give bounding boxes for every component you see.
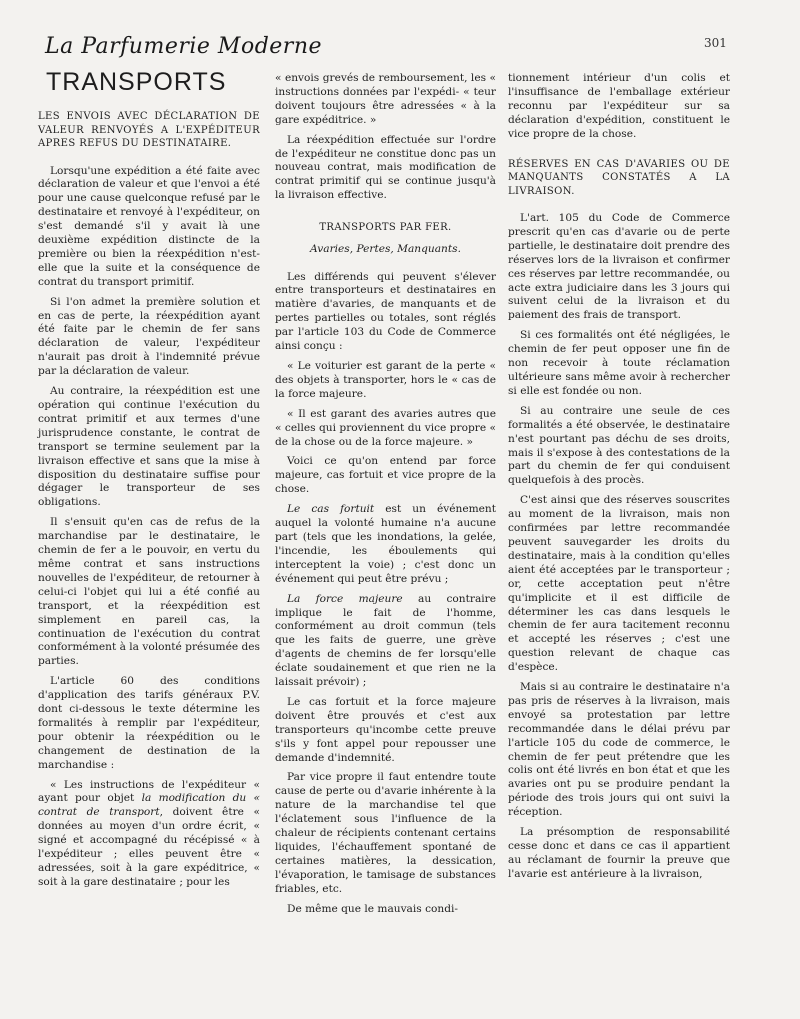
term-emphasis: Le cas fortuit xyxy=(287,503,375,516)
column-1 xyxy=(38,68,260,896)
paragraph: La réexpédition effectuée sur l'ordre de l'expéditeur ne constitue donc pas un nouveau contrat, mais modification de contrat primitif qui se continue jusqu'à la livraison effective. xyxy=(275,133,496,202)
section-subheading: Avaries, Pertes, Manquants. xyxy=(310,242,461,255)
quote-text: , doivent être « données au moyen d'un ordre écrit, « signé et accompagné du récépissé « à l'expéditeur ; elles peuvent être « adressées, soit à la gare expéditrice, « soit à la gare destinataire ; pour les xyxy=(38,806,260,888)
paragraph: Lorsqu'une expédition a été faite avec déclaration de valeur et que l'envoi a été pour une cause quelconque refusé par le destinataire et renvoyé à l'expéditeur, on s'est demandé s'il y avait là une deuxième expédition distincte de la première ou bien la réexpédition n'est-elle que la suite et la conséquence de contrat du transport primitif. xyxy=(38,164,260,288)
paragraph: Au contraire, la réexpédition est une opération qui continue l'exécution du contrat primitif et aux termes d'une jurisprudence constante, le contrat de transport se termine seulement par la livraison effective et sans que la mise à disposition du destinataire suffise pour dégager le transporteur de ses obligations. xyxy=(38,385,260,509)
paragraph: Le cas fortuit et la force majeure doivent être prouvés et c'est aux transporteurs qu'incombe cette preuve s'ils y font appel pour repousser une demande d'indemnité. xyxy=(275,695,496,764)
masthead-title: La Parfumerie Moderne xyxy=(45,34,323,59)
paragraph: Si l'on admet la première solution et en cas de perte, la réexpédition ayant été faite par le chemin de fer sans déclaration de valeur, l'expéditeur n'aurait pas droit à l'indemnité prévue par la déclaration de valeur. xyxy=(38,295,260,378)
quoted-article-60 xyxy=(38,779,260,890)
paragraph-force-majeure xyxy=(275,593,496,690)
paragraph: L'art. 105 du Code de Commerce prescrit qu'en cas d'avarie ou de perte partielle, le destinataire doit prendre des réserves lors de la livraison et confirmer ces réserves par lettre recommandée, ou acte extra judiciaire dans les 3 jours qui suivent celui de la livraison et du paiement des frais de transport. xyxy=(508,212,730,322)
quote-emphasis: la modification du « contrat de transport xyxy=(38,792,260,819)
article-title: TRANSPORTS xyxy=(46,68,227,96)
paragraph: De même que le mauvais condi- xyxy=(287,902,458,915)
column-3 xyxy=(508,72,730,888)
section-heading-transports-par-fer: TRANSPORTS PAR FER. xyxy=(319,222,452,234)
paragraph: Mais si au contraire le destinataire n'a pas pris de réserves à la livraison, mais envoyé sa protestation par lettre recommandée dans le délai prévu par l'article 105 du code de commerce, le chemin de fer peut prétendre que les colis ont été livrés en bon état et que les avaries ont pu se produire pendant la période des trois jours qui ont suivi la réception. xyxy=(508,681,730,819)
paragraph-text: au contraire implique le fait de l'homme, conformément au droit commun (tels que les faits de guerre, une grève d'agents de chemins de fer lorsqu'elle éclate soudainement et que rien ne la laissait prévoir) ; xyxy=(275,592,496,689)
paragraph-cas-fortuit xyxy=(275,503,496,586)
paragraph: C'est ainsi que des réserves souscrites au moment de la livraison, mais non confirmées par lettre recommandée peuvent sauvegarder les droits du destinataire, mais à la condition qu'elles aient été acceptées par le transporteur ; or, cette acceptation peut n'être qu'implicite et il est difficile de déterminer les cas dans lesquels le chemin de fer aura tacitement reconnu et accepté les réserves ; c'est une question relevant de chaque cas d'espèce. xyxy=(508,494,730,674)
paragraph: Voici ce qu'on entend par force majeure, cas fortuit et vice propre de la chose. xyxy=(275,455,496,496)
section-heading-reserves: RÉSERVES EN CAS D'AVARIES OU DE MANQUANTS CONSTATÉS A LA LIVRAISON. xyxy=(508,158,730,197)
quote-article-103a: « Le voiturier est garant de la perte « des objets à transporter, hors le « cas de la force majeure. xyxy=(275,360,496,400)
paragraph: Si ces formalités ont été négligées, le chemin de fer peut opposer une fin de non recevoir à toute réclamation ultérieure sans même avoir à rechercher si elle est fondée ou non. xyxy=(508,329,730,397)
section-heading-envois: LES ENVOIS AVEC DÉCLARATION DE VALEUR RENVOYÉS A L'EXPÉDITEUR APRES REFUS DU DESTINATAIRE. xyxy=(38,111,260,149)
paragraph: Si au contraire une seule de ces formalités a été observée, le destinataire n'est pourtant pas déchu de ses droits, mais il s'expose à des contestations de la part du chemin de fer qui conduisent quelquefois à des procès. xyxy=(508,404,730,487)
quote-article-103b: « Il est garant des avaries autres que « celles qui proviennent du vice propre « de la chose ou de la force majeure. » xyxy=(275,407,496,448)
paragraph: Par vice propre il faut entendre toute cause de perte ou d'avarie inhérente à la nature de la marchandise tel que l'éclatement sous l'influence de la chaleur de récipients contenant certains liquides, l'échauffement spontané de certaines matières, la dessication, l'évaporation, le tamisage de substances friables, etc. xyxy=(275,771,496,895)
paragraph: tionnement intérieur d'un colis et l'insuffisance de l'emballage extérieur reconnu par l'expéditeur sur sa déclaration d'expédition, constituent le vice propre de la chose. xyxy=(508,72,730,140)
column-2 xyxy=(275,72,496,923)
paragraph: L'article 60 des conditions d'application des tarifs généraux P.V. dont ci-dessous le texte détermine les formalités à remplir par l'expéditeur, pour obtenir la réexpédition ou le changement de destination de la marchandise : xyxy=(38,675,260,771)
page-number: 301 xyxy=(704,36,727,50)
paragraph: Les différends qui peuvent s'élever entre transporteurs et destinataires en matière d'avaries, de manquants et de pertes partielles ou totales, sont réglés par l'article 103 du Code de Commerce ainsi conçu : xyxy=(275,270,496,353)
paragraph: Il s'ensuit qu'en cas de refus de la marchandise par le destinataire, le chemin de fer a le pouvoir, en vertu du même contrat et sans instructions nouvelles de l'expéditeur, de retourner à celui-ci l'objet qui lui a été confié au transport, et la réexpédition est simplement en pareil cas, la continuation de l'exécution du contrat conformément à la volonté présumée des parties. xyxy=(38,516,260,668)
paragraph-text: est un événement auquel la volonté humaine n'a aucune part (tels que les inondations, la gelée, l'incendie, les éboulements qui interceptent la voie) ; c'est donc un événement qui peut être prévu ; xyxy=(275,503,496,585)
quote-text: « Les instructions de l'expéditeur « ayant pour objet xyxy=(38,778,260,805)
term-emphasis: La force majeure xyxy=(287,592,403,605)
quote-continuation: « envois grevés de remboursement, les « instructions données par l'expédi- « teur doivent toujours être adressées « à la gare expéditrice. » xyxy=(275,72,496,126)
paragraph: La présomption de responsabilité cesse donc et dans ce cas il appartient au réclamant de fournir la preuve que l'avarie est antérieure à la livraison, xyxy=(508,826,730,880)
